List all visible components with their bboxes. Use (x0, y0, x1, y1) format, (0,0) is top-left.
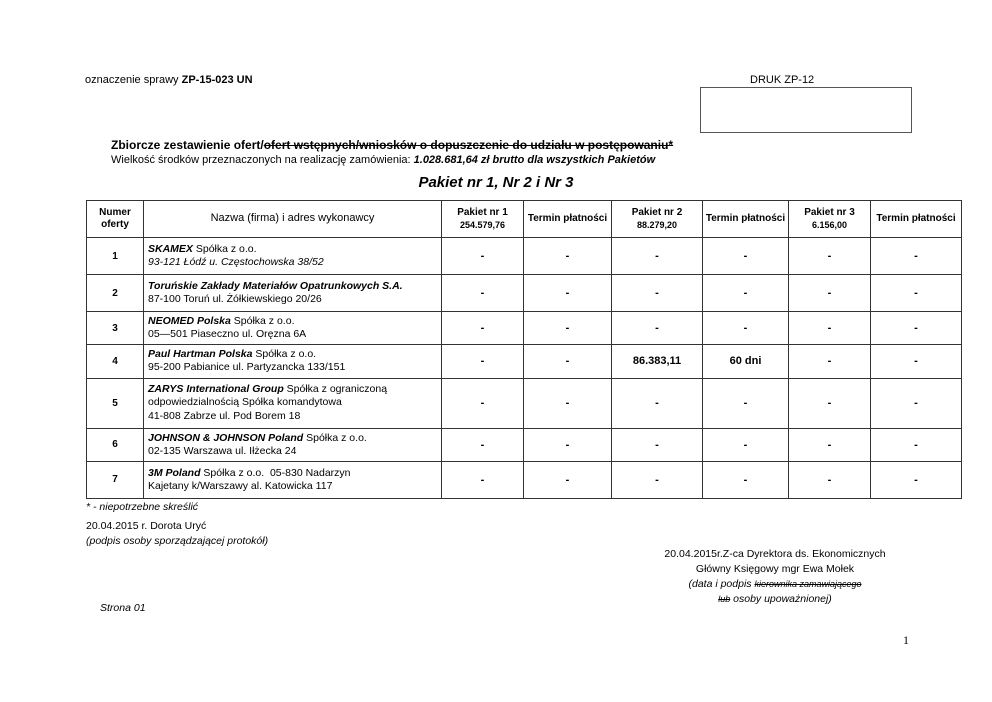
contractor-legal-form: Spółka z o.o. (230, 315, 295, 327)
term-3-value: - (871, 275, 962, 312)
approver-line-3 (600, 577, 950, 592)
package-2-value: - (612, 428, 703, 461)
contractor-name-line (148, 348, 437, 361)
term-1-value: - (524, 312, 612, 345)
col-term-1: Termin płatności (524, 201, 612, 238)
contractor-legal-form: Spółka z o.o. (252, 348, 317, 361)
approver-line-1: 20.04.2015r.Z-ca Dyrektora ds. Ekonomicznych (664, 548, 886, 560)
contractor-cell (144, 428, 442, 461)
preparer-signature-caption: (podpis osoby sporządzającej protokół) (86, 535, 269, 547)
offer-number: 4 (87, 345, 144, 378)
offer-number: 6 (87, 428, 144, 461)
title-struck: ofert wstępnych/wniosków o dopuszczenie do udziału w postępowaniu* (263, 138, 674, 152)
package-2-value: - (612, 461, 703, 498)
approver-caption-start: (data i podpis (688, 578, 752, 590)
funds-label: Wielkość środków przeznaczonych na realizację zamówienia: (111, 154, 411, 166)
package-2-value: - (612, 238, 703, 275)
offer-number: 5 (87, 378, 144, 428)
term-2-value: - (703, 461, 789, 498)
term-3-value: - (871, 312, 962, 345)
package-2-value: - (612, 378, 703, 428)
contractor-cell (144, 345, 442, 378)
approver-line-2: Główny Księgowy mgr Ewa Mołek (695, 563, 855, 575)
term-1-value: - (524, 428, 612, 461)
package-3-value: - (789, 238, 871, 275)
contractor-cell (144, 461, 442, 498)
contractor-name-line (148, 243, 437, 256)
contractor-address: 93-121 Łódź u. Częstochowska 38/52 (148, 256, 324, 268)
contractor-address: 95-200 Pabianice ul. Partyzancka 133/151 (148, 361, 346, 374)
contractor-name-line (148, 467, 437, 480)
approver-signature (600, 547, 950, 607)
term-2-value: - (703, 428, 789, 461)
offer-number: 1 (87, 238, 144, 275)
contractor-name: NEOMED Polska (148, 315, 231, 327)
document-title (111, 138, 673, 152)
package-1-label: Pakiet nr 1 (457, 207, 508, 219)
package-3-value: - (789, 378, 871, 428)
term-1-value: - (524, 461, 612, 498)
term-2-value: 60 dni (703, 345, 789, 378)
package-1-value: - (442, 378, 524, 428)
funds-line (111, 154, 655, 166)
packages-heading: Pakiet nr 1, Nr 2 i Nr 3 (418, 174, 574, 191)
page-label: Strona 01 (100, 602, 146, 614)
term-3-value: - (871, 345, 962, 378)
table-row (87, 378, 962, 428)
term-2-value: - (703, 275, 789, 312)
case-number: ZP-15-023 UN (181, 74, 253, 86)
contractor-name: 3M Poland (148, 466, 201, 479)
package-1-amount: 254.579,76 (459, 219, 506, 230)
approver-line-4 (600, 592, 950, 607)
package-1-value: - (442, 275, 524, 312)
contractor-name: Toruńskie Zakłady Materiałów Opatrunkowych S.A. (148, 279, 403, 292)
contractor-address: 02-135 Warszawa ul. Iłżecka 24 (148, 444, 297, 457)
contractor-name: JOHNSON & JOHNSON Poland (148, 431, 304, 444)
package-2-value: 86.383,11 (612, 345, 703, 378)
term-3-value: - (871, 378, 962, 428)
case-reference (85, 74, 253, 86)
contractor-address: Kajetany k/Warszawy al. Katowicka 117 (148, 479, 333, 492)
funds-value: 1.028.681,64 zł brutto dla wszystkich Pakietów (413, 154, 656, 166)
contractor-name: SKAMEX (148, 242, 193, 255)
stamp-box (700, 87, 912, 133)
col-package-3 (789, 201, 871, 238)
contractor-legal-form: Spółka z o.o. 05-830 Nadarzyn (200, 466, 351, 479)
package-3-value: - (789, 275, 871, 312)
contractor-cell (144, 238, 442, 275)
col-offer-no: Numer oferty (87, 201, 144, 238)
package-3-value: - (789, 345, 871, 378)
col-package-1 (442, 201, 524, 238)
col-term-3: Termin płatności (871, 201, 962, 238)
table-row (87, 275, 962, 312)
approver-struck-2: lub (718, 594, 731, 604)
package-3-value: - (789, 428, 871, 461)
package-2-label: Pakiet nr 2 (631, 207, 683, 219)
title-main: Zbiorcze zestawienie ofert/ (111, 138, 264, 152)
table-row (87, 461, 962, 498)
package-2-value: - (612, 312, 703, 345)
table-header-row (87, 201, 962, 238)
contractor-name: ZARYS International Group (148, 383, 284, 396)
term-3-value: - (871, 428, 962, 461)
contractor-legal-form: Spółka z o.o. (303, 431, 367, 444)
term-1-value: - (524, 238, 612, 275)
package-1-value: - (442, 238, 524, 275)
term-2-value: - (703, 238, 789, 275)
contractor-cell (144, 312, 442, 345)
table-row (87, 345, 962, 378)
contractor-name-line (148, 383, 437, 396)
contractor-name: Paul Hartman Polska (148, 348, 253, 361)
package-3-amount: 6.156,00 (811, 219, 848, 230)
contractor-cell (144, 275, 442, 312)
approver-struck-1: kierownika zamawiającego (754, 579, 862, 589)
contractor-cell (144, 378, 442, 428)
contractor-address: 05—501 Piaseczno ul. Oręzna 6A (148, 328, 307, 341)
package-1-value: - (442, 345, 524, 378)
package-2-value: - (612, 275, 703, 312)
table-row (87, 238, 962, 275)
term-1-value: - (524, 345, 612, 378)
package-1-value: - (442, 461, 524, 498)
offer-number: 2 (87, 275, 144, 312)
package-1-value: - (442, 312, 524, 345)
col-contractor: Nazwa (firma) i adres wykonawcy (144, 201, 442, 238)
table-row (87, 312, 962, 345)
package-3-value: - (789, 312, 871, 345)
contractor-legal-form: Spółka z ograniczoną (283, 383, 388, 396)
package-1-value: - (442, 428, 524, 461)
form-code: DRUK ZP-12 (750, 74, 815, 86)
term-3-value: - (871, 238, 962, 275)
table-row (87, 428, 962, 461)
preparer-date-name: 20.04.2015 r. Dorota Uryć (86, 520, 207, 532)
page-number: 1 (903, 633, 909, 647)
contractor-address-2: 41-808 Zabrze ul. Pod Borem 18 (148, 409, 301, 422)
term-3-value: - (871, 461, 962, 498)
approver-caption-end: osoby upoważnionej) (733, 593, 832, 605)
contractor-name-line (148, 432, 437, 445)
contractor-name-line (148, 315, 437, 328)
col-term-2: Termin płatności (703, 201, 789, 238)
case-label: oznaczenie sprawy (85, 74, 179, 86)
package-3-label: Pakiet nr 3 (804, 207, 855, 219)
contractor-address: 87-100 Toruń ul. Żółkiewskiego 20/26 (148, 293, 322, 305)
offer-number: 3 (87, 312, 144, 345)
footnote: * - niepotrzebne skreślić (86, 501, 199, 513)
term-1-value: - (524, 378, 612, 428)
package-2-amount: 88.279,20 (636, 219, 678, 230)
package-3-value: - (789, 461, 871, 498)
contractor-address: odpowiedzialnością Spółka komandytowa (148, 396, 342, 409)
offers-table (86, 200, 962, 499)
term-2-value: - (703, 378, 789, 428)
contractor-name-line (148, 280, 437, 293)
col-package-2 (612, 201, 703, 238)
offer-number: 7 (87, 461, 144, 498)
contractor-legal-form: Spółka z o.o. (192, 242, 257, 255)
term-1-value: - (524, 275, 612, 312)
term-2-value: - (703, 312, 789, 345)
